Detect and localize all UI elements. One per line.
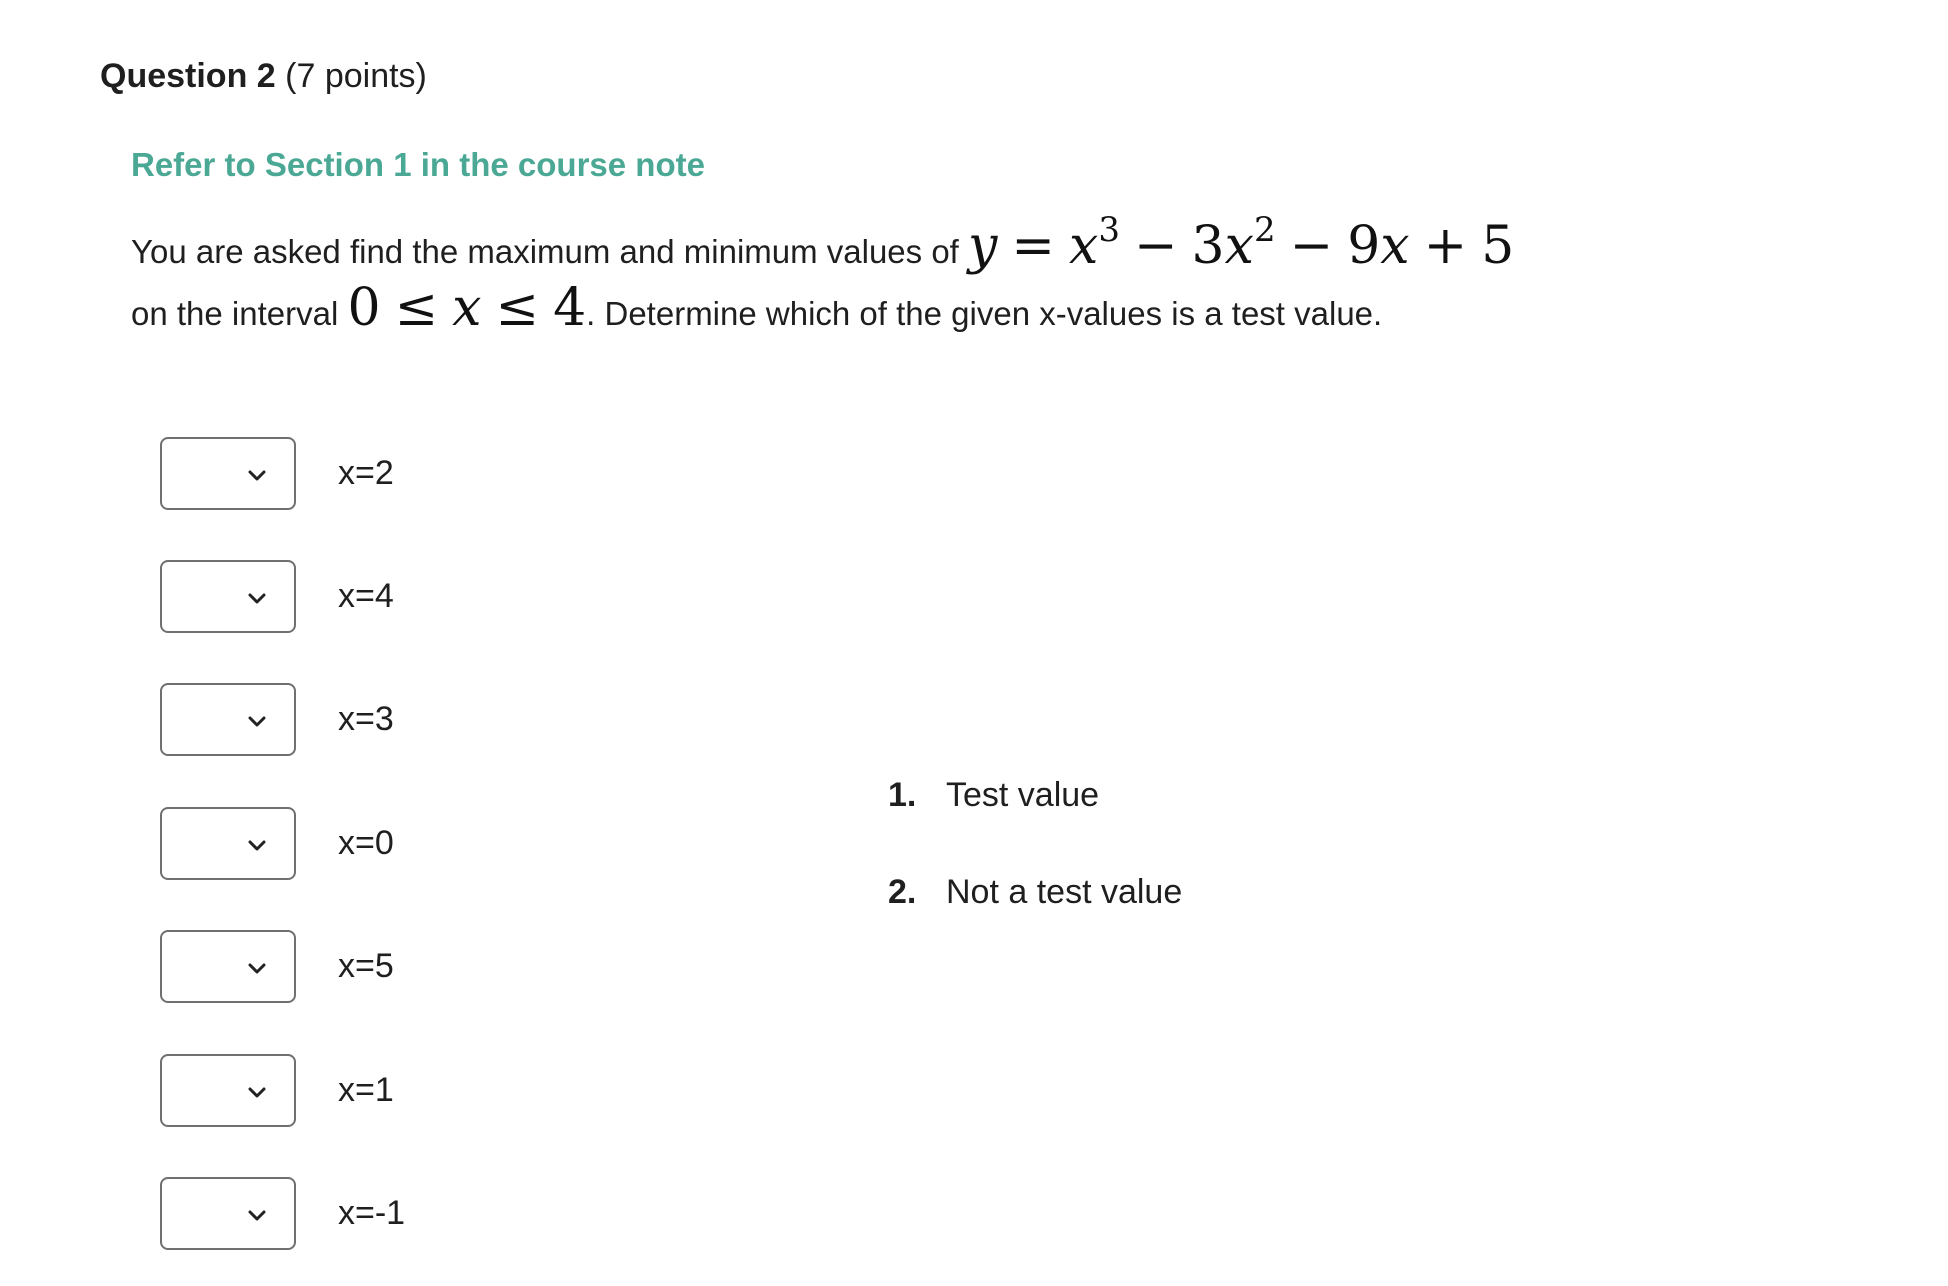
math-plus: +	[1423, 216, 1468, 276]
answer-option-text: Test value	[946, 776, 1100, 814]
match-row	[160, 1052, 394, 1129]
course-note-link[interactable]: Refer to Section 1 in the course note	[131, 146, 705, 183]
math-x2: x	[1224, 216, 1254, 276]
chevron-down-icon	[246, 835, 268, 857]
answer-select[interactable]	[160, 807, 296, 880]
answer-select[interactable]	[160, 560, 296, 633]
answer-select[interactable]	[160, 930, 296, 1003]
math-exp2: 2	[1253, 210, 1276, 250]
chevron-down-icon	[246, 465, 268, 487]
match-item-label: x=5	[338, 947, 394, 985]
chevron-down-icon	[246, 1205, 268, 1227]
question-title: Question 2	[100, 57, 276, 95]
match-row	[160, 805, 394, 882]
match-item-label: x=3	[338, 700, 394, 738]
math-equals: =	[1011, 216, 1055, 276]
chevron-down-icon	[246, 588, 268, 610]
match-item-label: x=1	[338, 1071, 394, 1109]
math-leq-2: ≤	[495, 278, 540, 338]
match-row	[160, 681, 394, 758]
math-four: 4	[553, 278, 587, 338]
answer-select[interactable]	[160, 1054, 296, 1127]
answer-option-number: 1.	[888, 776, 917, 814]
math-coef9: 9	[1347, 216, 1381, 276]
math-minus-2: −	[1289, 216, 1334, 276]
match-item-label: x=0	[338, 824, 394, 862]
question-points: (7 points)	[285, 57, 427, 95]
prompt-text-3: . Determine which of the given x-values is a test value.	[586, 295, 1383, 332]
match-item-label: x=2	[338, 454, 394, 492]
question-prompt	[131, 210, 1651, 342]
answer-select[interactable]	[160, 1177, 296, 1250]
math-x4: x	[452, 278, 482, 338]
match-row	[160, 435, 394, 512]
answer-select[interactable]	[160, 437, 296, 510]
answer-select[interactable]	[160, 683, 296, 756]
answer-option-number: 2.	[888, 873, 917, 911]
prompt-line-1	[131, 210, 1651, 280]
chevron-down-icon	[246, 1082, 268, 1104]
match-item-label: x=4	[338, 577, 394, 615]
math-zero: 0	[347, 278, 381, 338]
math-const5: 5	[1481, 216, 1515, 276]
answer-option-text: Not a test value	[946, 873, 1183, 911]
match-row	[160, 1175, 405, 1252]
match-item-label: x=-1	[338, 1194, 406, 1232]
chevron-down-icon	[246, 958, 268, 980]
answer-option	[888, 869, 1182, 915]
interval-expression	[347, 278, 586, 338]
math-minus-1: −	[1133, 216, 1178, 276]
math-exp3: 3	[1098, 210, 1120, 250]
prompt-text-2: on the interval	[131, 295, 339, 332]
match-row	[160, 928, 394, 1005]
math-y: y	[968, 216, 998, 276]
chevron-down-icon	[246, 711, 268, 733]
math-leq-1: ≤	[394, 278, 439, 338]
math-coef3: 3	[1191, 216, 1225, 276]
math-x3: x	[1380, 216, 1410, 276]
math-x1: x	[1069, 216, 1099, 276]
answer-option	[888, 772, 1099, 818]
match-row	[160, 558, 394, 635]
prompt-text-1: You are asked find the maximum and minimum values of	[131, 233, 959, 270]
question-header	[100, 52, 427, 100]
prompt-line-2	[131, 280, 1651, 342]
function-expression	[968, 210, 1515, 276]
